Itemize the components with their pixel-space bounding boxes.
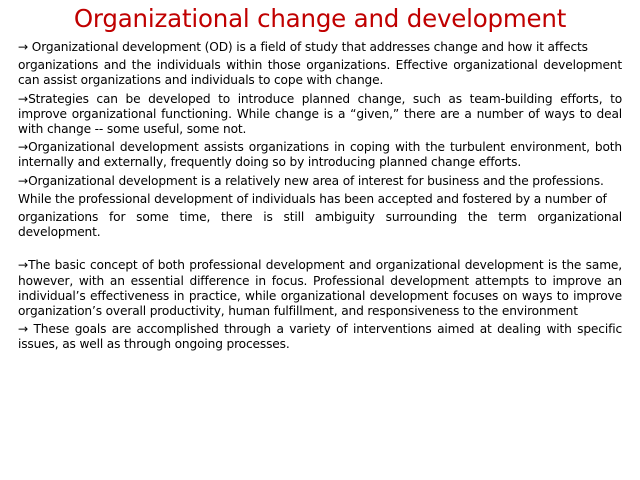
paragraph-basic-concept [18, 258, 622, 319]
paragraph-text: Organizational development (OD) is a field of study that addresses change and how it affects [28, 40, 588, 54]
arrow-icon: → [18, 258, 29, 273]
paragraph-od-definition [18, 40, 622, 55]
slide-title: Organizational change and development [73, 4, 567, 33]
arrow-icon: → [18, 40, 29, 54]
arrow-icon: → [18, 91, 29, 106]
paragraph-text: These goals are accomplished through a variety of interventions aimed at dealing with specific issues, as well as through ongoing processes. [18, 322, 622, 352]
paragraph-new-area [18, 174, 622, 189]
paragraph-turbulent-environment [18, 140, 622, 170]
paragraph-text: Strategies can be developed to introduce planned change, such as team-building efforts, to improve organizational functioning. While change is a “given,” there are a number of ways to deal with change -- some useful, some not. [18, 91, 622, 137]
paragraph-ambiguity [18, 210, 622, 240]
paragraph-text: Organizational development assists organizations in coping with the turbulent environment, both internally and externally, frequently doing so by introducing planned change efforts. [18, 140, 622, 170]
arrow-icon: → [18, 322, 29, 337]
paragraph-od-effective [18, 58, 622, 88]
arrow-icon: → [18, 173, 29, 188]
paragraph-strategies [18, 92, 622, 138]
paragraph-text: organizations for some time, there is still ambiguity surrounding the term organizational development. [18, 210, 622, 240]
paragraph-goals [18, 322, 622, 352]
paragraph-text: The basic concept of both professional development and organizational development is the same, however, with an essential difference in focus. Professional development attempts to improve an individual’s effectiveness in practice, while organizational development focuses on ways to improve organization’s overall productivity, human fulfillment, and responsiveness to the environment [18, 258, 622, 319]
paragraph-text: Organizational development is a relatively new area of interest for business and the professions. [28, 173, 604, 188]
arrow-icon: → [18, 140, 29, 155]
paragraph-text: organizations and the individuals within those organizations. Effective organizational development can assist organizations and individuals to cope with change. [18, 58, 622, 88]
paragraph-text: While the professional development of individuals has been accepted and fostered by a number of [18, 191, 607, 206]
paragraph-professional-development [18, 192, 622, 207]
